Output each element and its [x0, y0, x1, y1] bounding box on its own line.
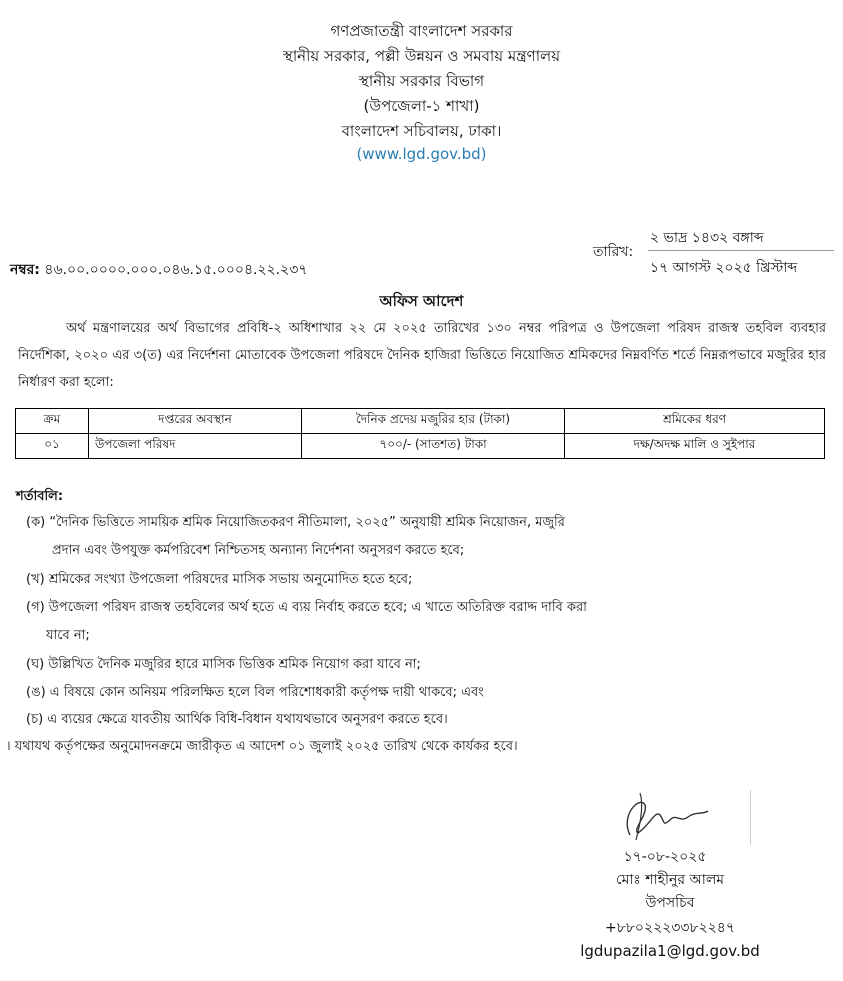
address: বাংলাদেশ সচিবালয়, ঢাকা। [341, 122, 502, 140]
signatory-email[interactable]: lgdupazila1@lgd.gov.bd [580, 942, 760, 960]
condition-ga: (গ) উপজেলা পরিষদ রাজস্ব তহবিলের অর্থ হতে এ ব্যয় নির্বাহ করতে হবে; এ খাতে অতিরিক্ত বরাদ্দ দাবি করা [26, 600, 587, 615]
condition-gha: (ঘ) উল্লিখিত দৈনিক মজুরির হারে মাসিক ভিত্তিক শ্রমিক নিয়োগ করা যাবে না; [26, 657, 421, 672]
memo-number [10, 258, 307, 282]
cell-wage: ৭০০/- (সাতশত) টাকা [302, 434, 565, 459]
condition-cha: (চ) এ ব্যয়ের ক্ষেত্রে যাবতীয় আর্থিক বিধি-বিধান যথাযথভাবে অনুসরণ করতে হবে। [26, 712, 448, 727]
cell-serial: ০১ [16, 434, 89, 459]
section-name: (উপজেলা-১ শাখা) [363, 97, 480, 115]
intro-paragraph: অর্থ মন্ত্রণালয়ের অর্থ বিভাগের প্রবিধি-২ অধিশাখার ২২ মে ২০২৫ তারিখের ১৩০ নম্বর পরিপত্র ও উপজেলা পরিষদ রাজস্ব তহবিল ব্যবহার নির্দেশিকা, ২০২০ এর ৩(ত) এর নির্দেশনা মোতাবেক উপজেলা পরিষদে দৈনিক হাজিরা ভিত্তিতে নিয়োজিত শ্রমিকদের নিম্নবর্ণিত শর্তে নিম্নরূপভাবে মজুরির হার নির্ধারণ করা হলো: [18, 321, 826, 390]
cell-office: উপজেলা পরিষদ [89, 434, 302, 459]
col-worker-type: শ্রমিকের ধরণ [565, 409, 825, 434]
conditions-title: শর্তাবলি: [16, 489, 64, 504]
condition-ka: (ক) “দৈনিক ভিত্তিতে সাময়িক শ্রমিক নিয়োজিতকরণ নীতিমালা, ২০২৫” অনুযায়ী শ্রমিক নিয়োজন, মজুরি [26, 515, 565, 530]
date-label: তারিখ: [593, 244, 634, 260]
cell-worker-type: দক্ষ/অদক্ষ মালি ও সুইপার [565, 434, 825, 459]
date-bangla: ২ ভাদ্র ১৪৩২ বঙ্গাব্দ [650, 230, 764, 246]
signatory-phone: +৮৮০২২২৩৩৮২২৪৭ [605, 920, 735, 936]
govt-name: গণপ্রজাতন্ত্রী বাংলাদেশ সরকার [330, 22, 513, 40]
col-wage: দৈনিক প্রদেয় মজুরির হার (টাকা) [302, 409, 565, 434]
table-header-row [16, 409, 825, 434]
date-divider [648, 250, 834, 251]
page-title: অফিস আদেশ [379, 292, 464, 310]
signatory-designation: উপসচিব [645, 895, 695, 911]
condition-uma: (ঙ) এ বিষয়ে কোন অনিয়ম পরিলক্ষিত হলে বিল পরিশোধকারী কর্তৃপক্ষ দায়ী থাকবে; এবং [26, 685, 484, 700]
memo-number-value: ৪৬.০০.০০০০.০০০.০৪৬.১৫.০০০৪.২২.২৩৭ [44, 262, 308, 278]
col-serial: ক্রম [16, 409, 89, 434]
table-row [16, 434, 825, 459]
col-office: দপ্তরের অবস্থান [89, 409, 302, 434]
division-name: স্থানীয় সরকার বিভাগ [358, 72, 485, 90]
signature-date: ১৭-০৮-২০২৫ [623, 849, 707, 865]
condition-ka-cont: প্রদান এবং উপযুক্ত কর্মপরিবেশ নিশ্চিতসহ অন্যান্য নির্দেশনা অনুসরণ করতে হবে; [52, 543, 465, 558]
memo-number-label: নম্বর: [10, 262, 40, 278]
condition-kha: (খ) শ্রমিকের সংখ্যা উপজেলা পরিষদের মাসিক সভায় অনুমোদিত হতে হবে; [26, 572, 413, 587]
ministry-name: স্থানীয় সরকার, পল্লী উন্নয়ন ও সমবায় মন্ত্রণালয় [282, 47, 561, 65]
signatory-name: মোঃ শাহীনুর আলম [615, 872, 725, 888]
closing-statement: । যথাযথ কর্তৃপক্ষের অনুমোদনক্রমে জারীকৃত এ আদেশ ০১ জুলাই ২০২৫ তারিখ থেকে কার্যকর হবে। [6, 739, 518, 754]
signature-divider [750, 790, 751, 845]
website-link[interactable]: (www.lgd.gov.bd) [356, 145, 487, 163]
wage-table [15, 408, 825, 459]
date-gregorian: ১৭ আগস্ট ২০২৫ খ্রিস্টাব্দ [650, 260, 798, 276]
condition-ga-cont: যাবে না; [46, 628, 90, 643]
signature-image [610, 785, 720, 845]
